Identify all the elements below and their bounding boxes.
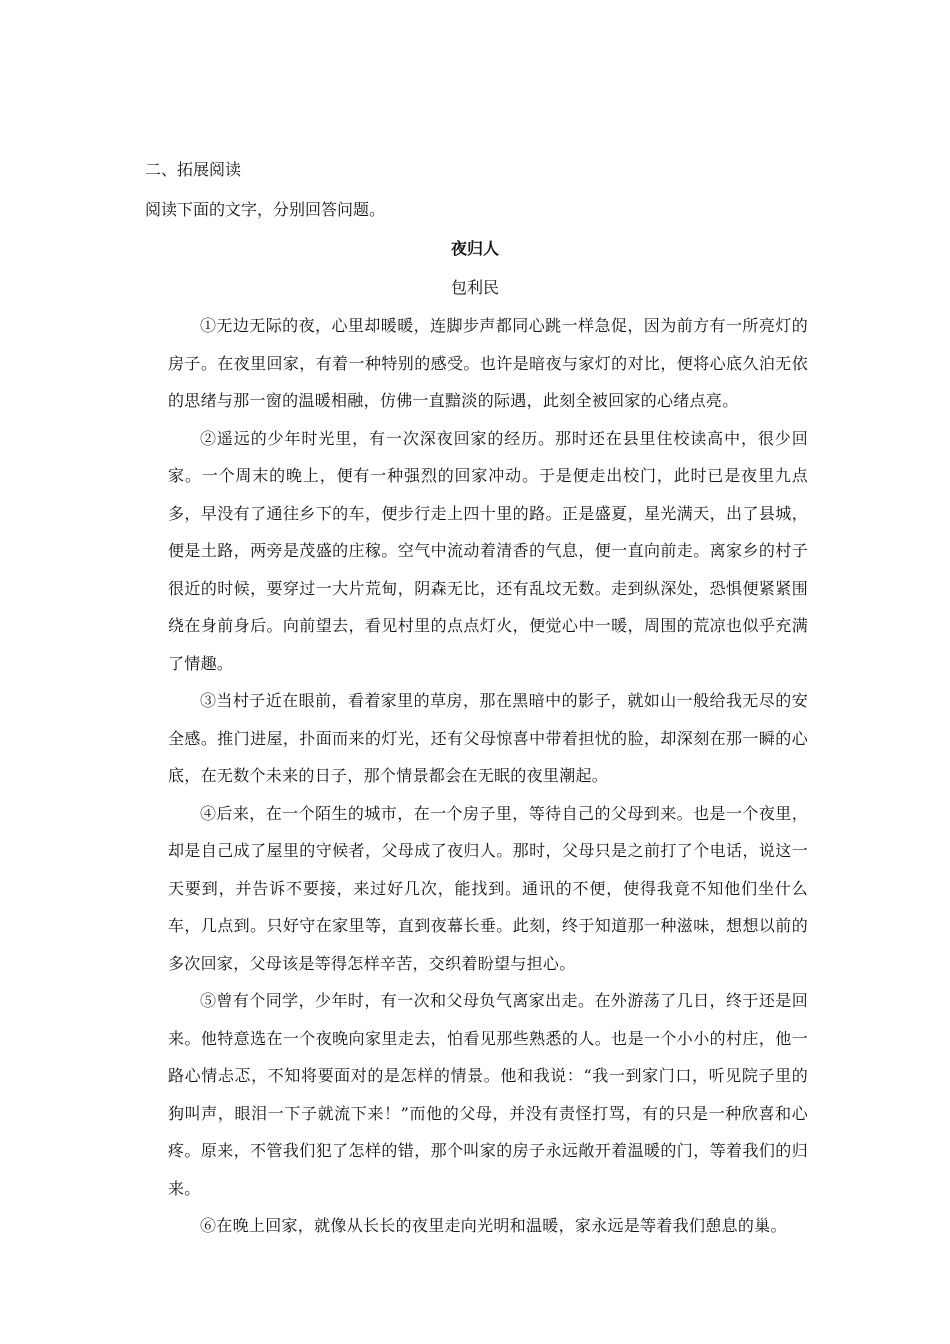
article-body bbox=[168, 307, 808, 1245]
paragraph-6: ⑥在晚上回家，就像从长长的夜里走向光明和温暖，家永远是等着我们憩息的巢。 bbox=[200, 1216, 787, 1235]
article-author: 包利民 bbox=[450, 278, 499, 297]
paragraph-1: ①无边无际的夜，心里却暖暖，连脚步声都同心跳一样急促，因为前方有一所亮灯的房子。在夜里回家，有着一种特别的感受。也许是暗夜与家灯的对比，便将心底久泊无依的思绪与那一窗的温暖相融，仿佛一直黯淡的际遇，此刻全被回家的心绪点亮。 bbox=[168, 316, 808, 410]
paragraph-2: ②遥远的少年时光里，有一次深夜回家的经历。那时还在县里住校读高中，很少回家。一个周末的晚上，便有一种强烈的回家冲动。于是便走出校门，此时已是夜里九点多，早没有了通往乡下的车，便步行走上四十里的路。正是盛夏，星光满天，出了县城，便是土路，两旁是茂盛的庄稼。空气中流动着清香的气息，便一直向前走。离家乡的村子很近的时候，要穿过一大片荒甸，阴森无比，还有乱坟无数。走到纵深处，恐惧便紧紧围绕在身前身后。向前望去，看见村里的点点灯火，便觉心中一暖，周围的荒凉也似乎充满了情趣。 bbox=[168, 428, 808, 673]
paragraph-5: ⑤曾有个同学，少年时，有一次和父母负气离家出走。在外游荡了几日，终于还是回来。他特意选在一个夜晚向家里走去，怕看见那些熟悉的人。也是一个小小的村庄，他一路心情忐忑，不知将要面对的是怎样的情景。他和我说：“我一到家门口，听见院子里的狗叫声，眼泪一下子就流下来！”而他的父母，并没有责怪打骂，有的只是一种欣喜和心疼。原来，不管我们犯了怎样的错，那个叫家的房子永远敞开着温暖的门，等着我们的归来。 bbox=[168, 991, 808, 1198]
paragraph-3: ③当村子近在眼前，看着家里的草房，那在黑暗中的影子，就如山一般给我无尽的安全感。推门进屋，扑面而来的灯光，还有父母惊喜中带着担忧的脸，却深刻在那一瞬的心底，在无数个未来的日子，那个情景都会在无眠的夜里潮起。 bbox=[168, 691, 808, 785]
paragraph-4: ④后来，在一个陌生的城市，在一个房子里，等待自己的父母到来。也是一个夜里，却是自己成了屋里的守候者，父母成了夜归人。那时，父母只是之前打了个电话，说这一天要到，并告诉不要接，来过好几次，能找到。通讯的不便，使得我竟不知他们坐什么车，几点到。只好守在家里等，直到夜幕长垂。此刻，终于知道那一种滋味，想想以前的多次回家，父母该是等得怎样辛苦，交织着盼望与担心。 bbox=[168, 803, 808, 973]
reading-instruction: 阅读下面的文字，分别回答问题。 bbox=[145, 200, 386, 219]
section-heading: 二、拓展阅读 bbox=[145, 160, 242, 179]
article-title: 夜归人 bbox=[450, 239, 499, 258]
